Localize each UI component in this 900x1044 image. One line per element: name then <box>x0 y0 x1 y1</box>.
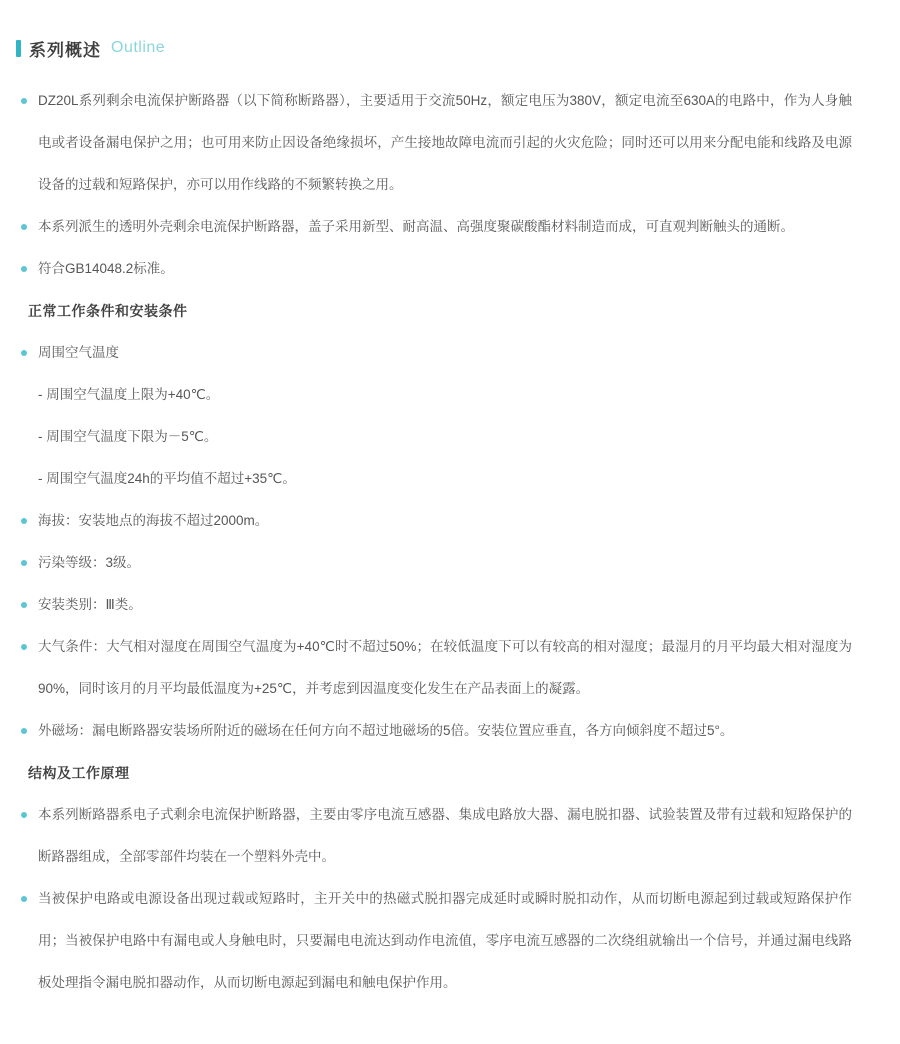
page-subtitle: Outline <box>111 39 166 56</box>
bullet-icon <box>21 98 27 104</box>
section-heading-structure: 结构及工作原理 <box>28 765 130 781</box>
list-item <box>16 80 852 206</box>
list-item <box>16 626 852 710</box>
page-title: 系列概述 <box>29 40 101 60</box>
paragraph-text: 本系列派生的透明外壳剩余电流保护断路器，盖子采用新型、耐高温、高强度聚碳酸酯材料制造而成，可直观判断触头的通断。 <box>38 219 794 234</box>
bullet-icon <box>21 644 27 650</box>
bullet-icon <box>21 728 27 734</box>
bullet-icon <box>21 350 27 356</box>
list-item <box>16 500 852 542</box>
list-item <box>16 710 852 752</box>
temperature-note: - 周围空气温度上限为+40℃。 <box>38 387 220 402</box>
bullet-icon <box>21 812 27 818</box>
paragraph-text: 安装类别：Ⅲ类。 <box>38 597 142 612</box>
bullet-icon <box>21 518 27 524</box>
paragraph-text: 本系列断路器系电子式剩余电流保护断路器，主要由零序电流互感器、集成电路放大器、漏电脱扣器、试验装置及带有过载和短路保护的断路器组成，全部零部件均装在一个塑料外壳中。 <box>38 807 852 864</box>
accent-bar-icon <box>16 40 21 57</box>
section-header <box>16 38 852 58</box>
temperature-note: - 周围空气温度24h的平均值不超过+35℃。 <box>38 471 296 486</box>
paragraph-text: 海拔：安装地点的海拔不超过2000m。 <box>38 513 269 528</box>
list-item <box>16 248 852 290</box>
intro-list <box>16 80 852 290</box>
list-item <box>16 332 852 374</box>
paragraph-text: DZ20L系列剩余电流保护断路器（以下简称断路器），主要适用于交流50Hz，额定电压为380V，额定电流至630A的电路中，作为人身触电或者设备漏电保护之用；也可用来防止因设备绝缘损坏，产生接地故障电流而引起的火灾危险；同时还可以用来分配电能和线路及电源设备的过载和短路保护，亦可以用作线路的不频繁转换之用。 <box>38 93 852 192</box>
bullet-icon <box>21 224 27 230</box>
conditions-list-continued <box>16 500 852 752</box>
bullet-icon <box>21 266 27 272</box>
bullet-icon <box>21 896 27 902</box>
list-item <box>16 584 852 626</box>
paragraph-text: 外磁场：漏电断路器安装场所附近的磁场在任何方向不超过地磁场的5倍。安装位置应垂直，各方向倾斜度不超过5°。 <box>38 723 734 738</box>
temperature-note: - 周围空气温度下限为－5℃。 <box>38 429 218 444</box>
bullet-icon <box>21 560 27 566</box>
list-item <box>16 206 852 248</box>
paragraph-text: 符合GB14048.2标准。 <box>38 261 174 276</box>
list-item <box>16 794 852 878</box>
paragraph-text: 污染等级：3级。 <box>38 555 141 570</box>
bullet-icon <box>21 602 27 608</box>
paragraph-text: 大气条件：大气相对湿度在周围空气温度为+40℃时不超过50%；在较低温度下可以有较高的相对湿度；最湿月的月平均最大相对湿度为90%，同时该月的月平均最低温度为+25℃，并考虑到因温度变化发生在产品表面上的凝露。 <box>38 639 852 696</box>
structure-list <box>16 794 852 1004</box>
conditions-list <box>16 332 852 374</box>
paragraph-text: 当被保护电路或电源设备出现过载或短路时，主开关中的热磁式脱扣器完成延时或瞬时脱扣动作，从而切断电源起到过载或短路保护作用；当被保护电路中有漏电或人身触电时，只要漏电电流达到动作电流值，零序电流互感器的二次绕组就输出一个信号，并通过漏电线路板处理指令漏电脱扣器动作，从而切断电源起到漏电和触电保护作用。 <box>38 891 852 990</box>
section-heading-conditions: 正常工作条件和安装条件 <box>28 303 188 319</box>
list-item <box>16 542 852 584</box>
list-item <box>16 878 852 1004</box>
paragraph-text: 周围空气温度 <box>38 345 119 360</box>
